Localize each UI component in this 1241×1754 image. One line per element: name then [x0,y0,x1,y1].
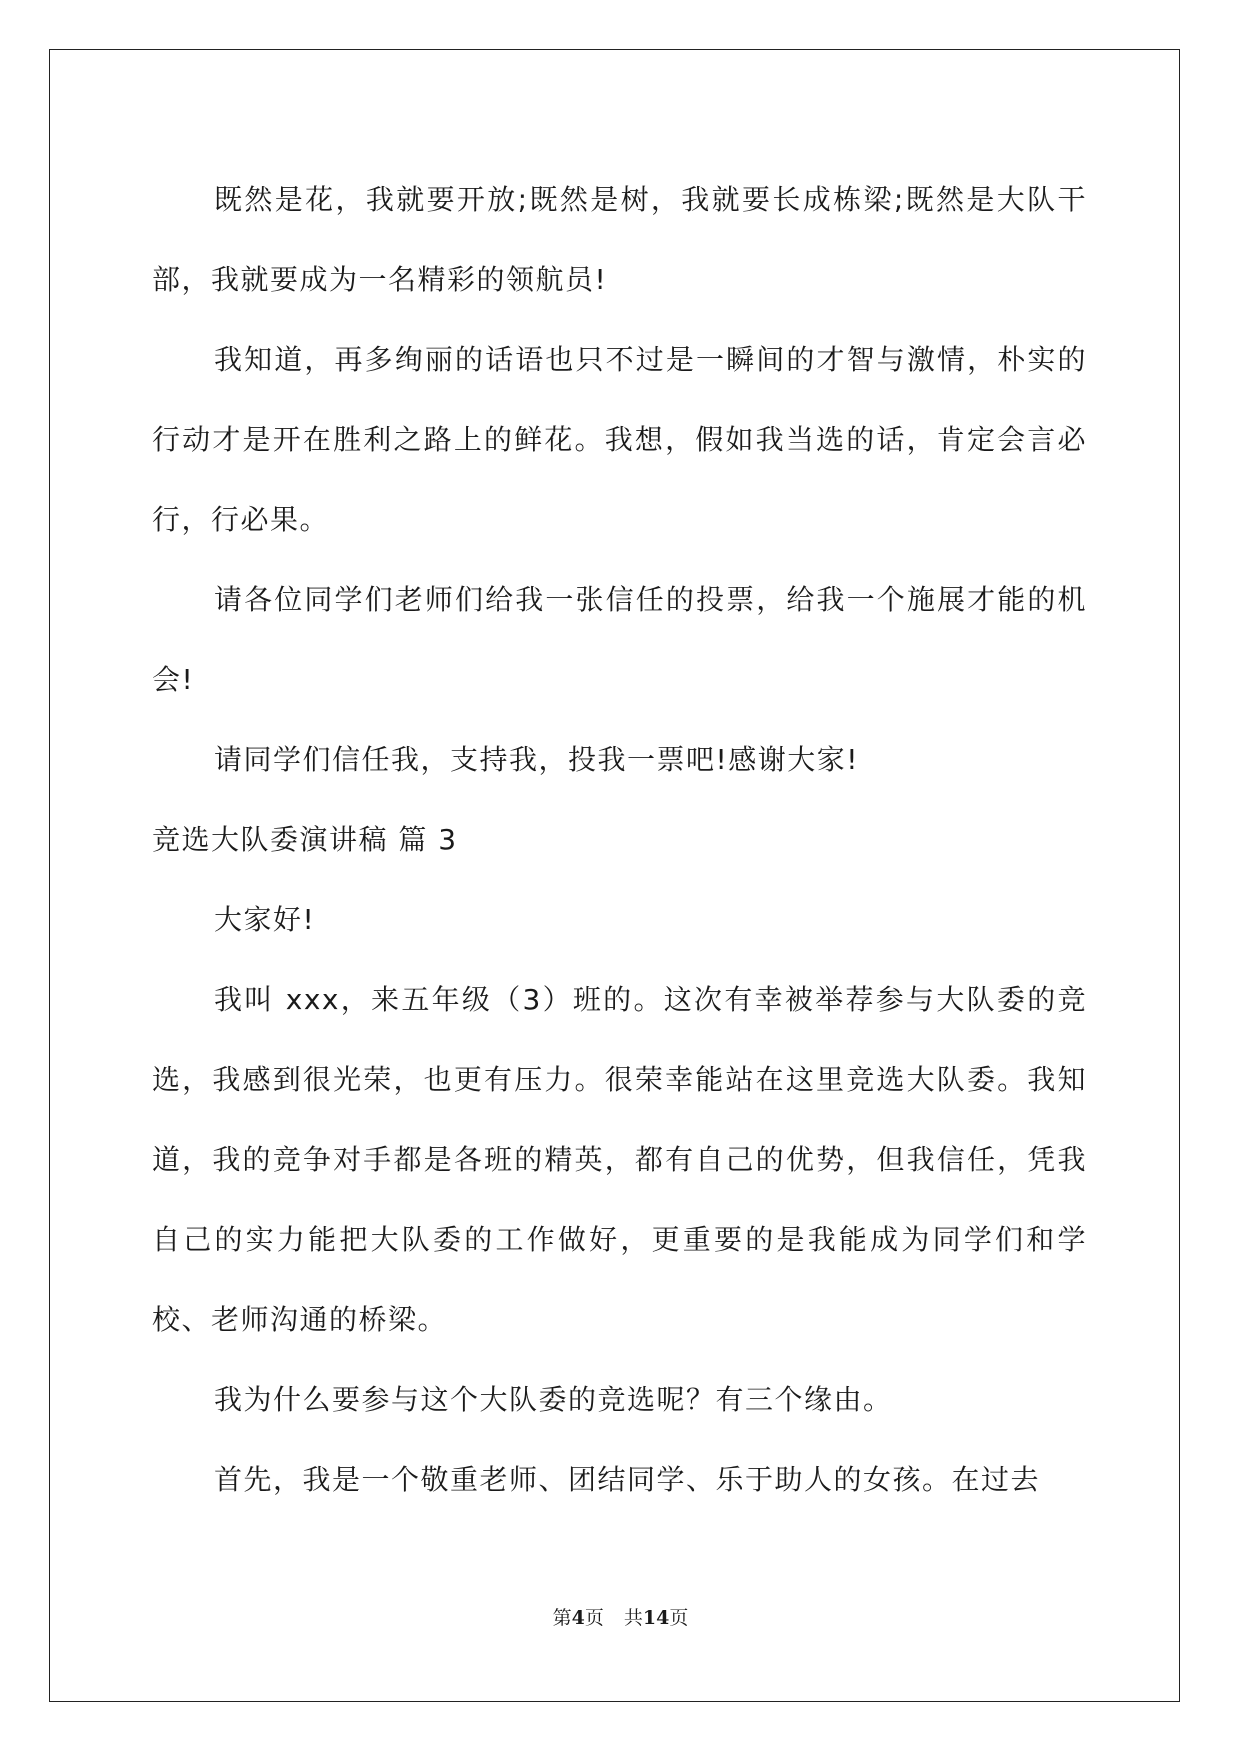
current-page-number: 4 [571,1607,585,1629]
page-footer [0,1605,1241,1631]
paragraph: 首先，我是一个敬重老师、团结同学、乐于助人的女孩。在过去 [214,1463,1041,1496]
paragraph: 既然是花，我就要开放;既然是树，我就要长成栋梁;既然是大队干部，我就要成为一名精彩的领航员! [152,183,1087,296]
paragraph: 我叫 xxx，来五年级（3）班的。这次有幸被举荐参与大队委的竞选，我感到很光荣，也更有压力。很荣幸能站在这里竞选大队委。我知道，我的竞争对手都是各班的精英，都有自己的优势，但我信任，凭我自己的实力能把大队委的工作做好，更重要的是我能成为同学们和学校、老师沟通的桥梁。 [152,983,1087,1336]
footer-total-prefix: 共 [623,1607,643,1629]
paragraph: 我为什么要参与这个大队委的竞选呢？有三个缘由。 [214,1383,893,1416]
paragraph: 请同学们信任我，支持我，投我一票吧!感谢大家! [214,743,859,776]
footer-page-word: 页 [584,1607,604,1629]
total-pages-number: 14 [642,1607,670,1629]
footer-prefix: 第 [552,1607,572,1629]
section-heading: 竞选大队委演讲稿 篇 3 [152,823,458,856]
document-body [152,160,1087,1520]
paragraph: 大家好! [214,903,316,936]
paragraph: 我知道，再多绚丽的话语也只不过是一瞬间的才智与激情，朴实的行动才是开在胜利之路上的鲜花。我想，假如我当选的话，肯定会言必行，行必果。 [152,343,1087,536]
paragraph: 请各位同学们老师们给我一张信任的投票，给我一个施展才能的机会! [152,583,1087,696]
footer-total-suffix: 页 [669,1607,689,1629]
